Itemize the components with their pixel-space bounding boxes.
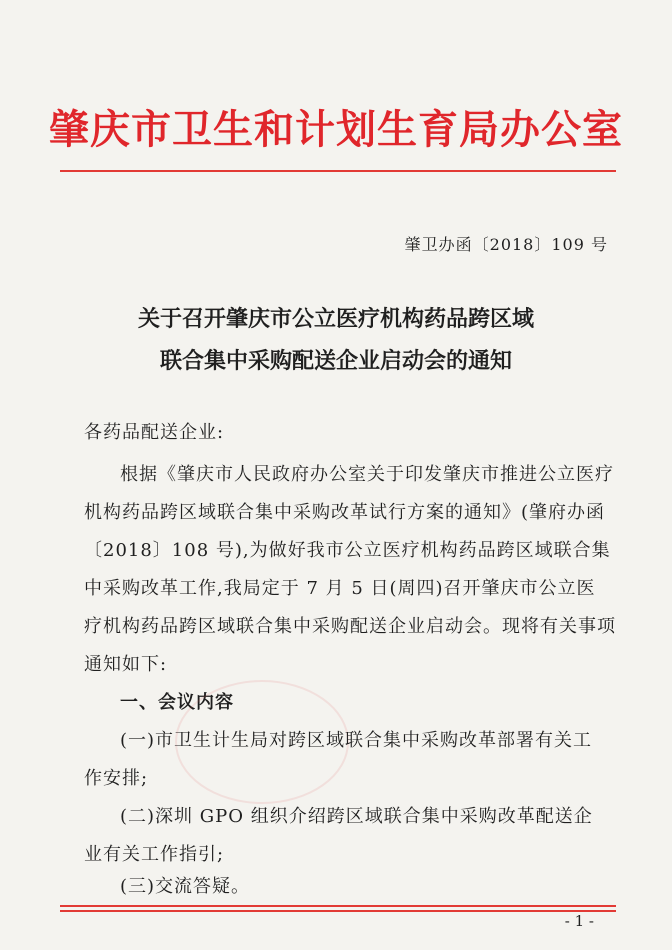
body-line: 通知如下: bbox=[84, 654, 168, 675]
salutation: 各药品配送企业: bbox=[84, 422, 225, 443]
list-item-line: 业有关工作指引; bbox=[84, 844, 225, 865]
list-item-line: (一)市卫生计生局对跨区域联合集中采购改革部署有关工 bbox=[120, 730, 593, 751]
body-line: 疗机构药品跨区域联合集中采购配送企业启动会。现将有关事项 bbox=[84, 616, 616, 637]
footer-red-rule bbox=[60, 910, 616, 912]
header-red-rule bbox=[60, 170, 616, 172]
body-line: 〔2018〕108 号),为做好我市公立医疗机构药品跨区域联合集 bbox=[84, 540, 611, 561]
subject-line-1: 关于召开肇庆市公立医疗机构药品跨区域 bbox=[137, 307, 534, 332]
body-line: 机构药品跨区域联合集中采购改革试行方案的通知》(肇府办函 bbox=[84, 502, 606, 523]
body-line: 中采购改革工作,我局定于 7 月 5 日(周四)召开肇庆市公立医 bbox=[84, 578, 596, 599]
body-line: 根据《肇庆市人民政府办公室关于印发肇庆市推进公立医疗 bbox=[120, 464, 614, 485]
list-item-line: 作安排; bbox=[84, 768, 149, 789]
footer-red-rule bbox=[60, 905, 616, 907]
list-item-line: (二)深圳 GPO 组织介绍跨区域联合集中采购改革配送企 bbox=[120, 806, 593, 827]
section-heading: 一、会议内容 bbox=[120, 692, 234, 713]
document-number: 肇卫办函〔2018〕109 号 bbox=[404, 235, 608, 254]
subject-line-2: 联合集中采购配送企业启动会的通知 bbox=[159, 349, 512, 374]
page-number: - 1 - bbox=[564, 912, 594, 930]
org-title: 肇庆市卫生和计划生育局办公室 bbox=[49, 107, 623, 153]
list-item-line: (三)交流答疑。 bbox=[120, 876, 251, 897]
